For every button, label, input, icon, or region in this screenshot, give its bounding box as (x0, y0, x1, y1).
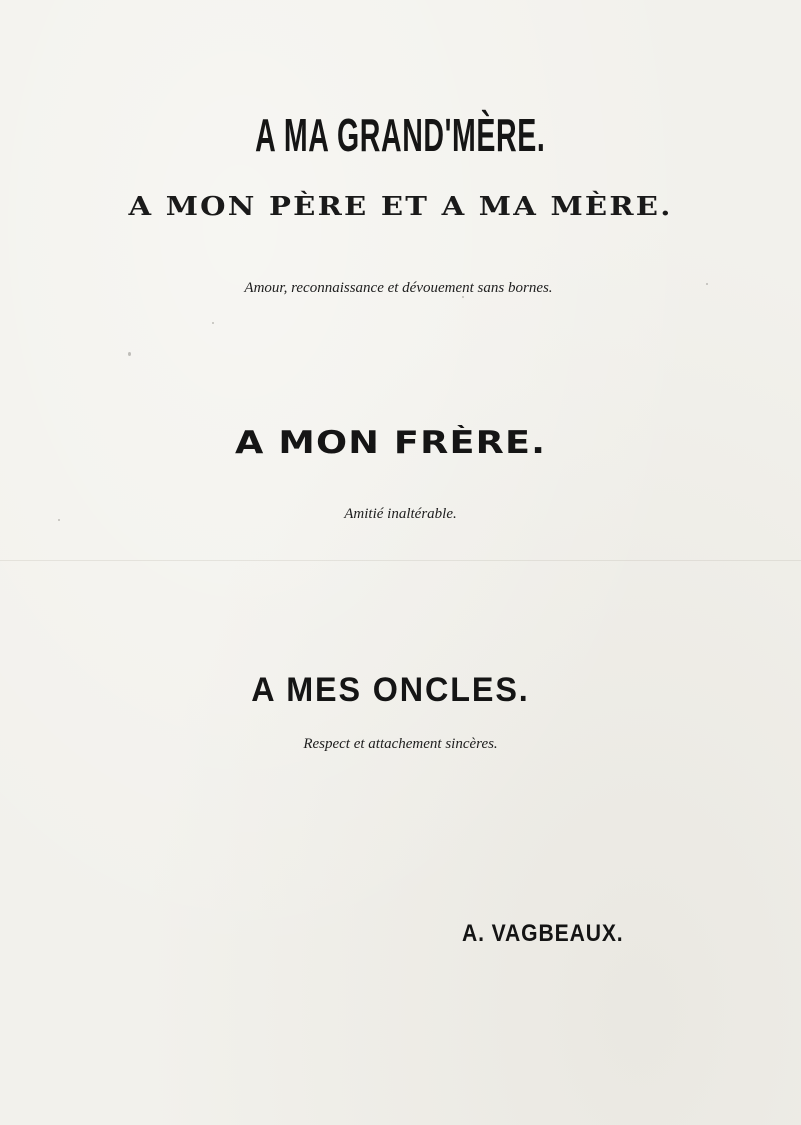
parents-dedication-sentiment: Amour, reconnaissance et dévouement sans bornes. (244, 280, 553, 296)
uncles-dedication-sentiment: Respect et attachement sincères. (303, 736, 498, 752)
paper-speck (58, 519, 60, 521)
paper-speck (212, 322, 214, 324)
paper-speck (128, 352, 131, 356)
brother-dedication-heading: A MON FRÈRE. (234, 425, 547, 461)
brother-dedication-sentiment: Amitié inaltérable. (344, 506, 457, 522)
parents-dedication-heading: A MON PÈRE ET A MA MÈRE. (128, 192, 673, 222)
paper-fold-line (0, 560, 801, 561)
paper-speck (706, 283, 708, 285)
grandmother-dedication-heading: A MA GRAND'MÈRE. (255, 109, 546, 161)
paper-speck (462, 296, 464, 298)
author-signature: A. VAGBEAUX. (462, 920, 624, 947)
uncles-dedication-heading: A MES ONCLES. (251, 671, 530, 709)
